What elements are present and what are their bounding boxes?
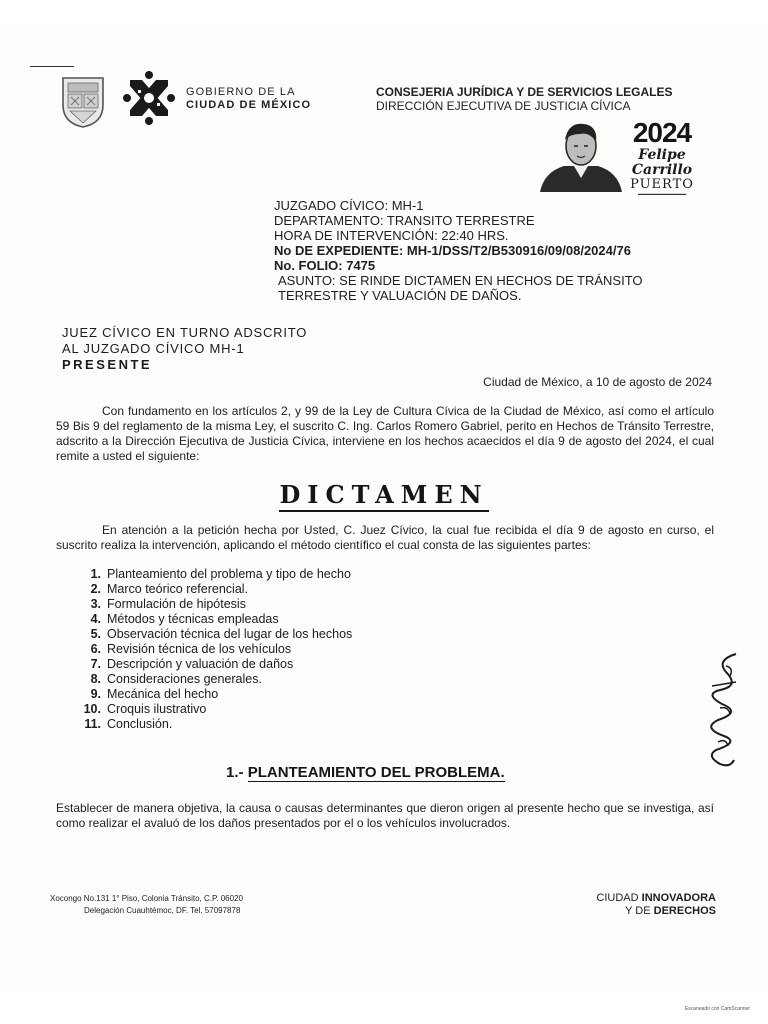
slogan-word-ciudad: CIUDAD xyxy=(596,892,639,904)
dept-line1: CONSEJERIA JURÍDICA Y DE SERVICIOS LEGALES xyxy=(376,85,673,99)
gov-name-line2: CIUDAD DE MÉXICO xyxy=(186,99,312,111)
year-surname: PUERTO xyxy=(630,177,694,192)
footer-address-line1: Xocongo No.131 1° Piso, Colonia Tránsito, C.P. 06020 xyxy=(50,894,243,903)
asunto-line1: ASUNTO: SE RINDE DICTAMEN EN HECHOS DE TRÁNSITO xyxy=(278,273,643,288)
section1-title: PLANTEAMIENTO DEL PROBLEMA. xyxy=(247,764,505,781)
juzgado-line: JUZGADO CÍVICO: MH-1 xyxy=(274,198,424,213)
addressee-line2: AL JUZGADO CÍVICO MH-1 xyxy=(62,341,245,356)
top-margin xyxy=(0,0,768,28)
year-text: 2024 xyxy=(632,117,692,148)
case-info-block xyxy=(274,198,643,303)
list-item: 3. Formulación de hipótesis xyxy=(90,597,246,611)
list-item: 1. Planteamiento del problema y tipo de hecho xyxy=(90,567,351,581)
dept-line2: DIRECCIÓN EJECUTIVA DE JUSTICIA CÍVICA xyxy=(376,99,631,113)
list-item: 5. Observación técnica del lugar de los hechos xyxy=(90,627,353,641)
document-title xyxy=(0,480,768,509)
list-item: 9. Mecánica del hecho xyxy=(90,687,219,701)
gov-name-line1: GOBIERNO DE LA xyxy=(186,86,296,98)
folio-line: No. FOLIO: 7475 xyxy=(274,258,376,273)
list-item: 6. Revisión técnica de los vehículos xyxy=(90,642,292,656)
addressee-line1: JUEZ CÍVICO EN TURNO ADSCRITO xyxy=(62,325,308,340)
hora-line: HORA DE INTERVENCIÓN: 22:40 HRS. xyxy=(274,228,509,243)
year-fineprint-lines: ▬▬▬▬▬▬▬▬▬▬▬▬ xyxy=(638,191,686,196)
list-item: 10. Croquis ilustrativo xyxy=(83,702,207,716)
footer-address xyxy=(50,893,243,917)
addressee-presente: PRESENTE xyxy=(62,357,153,372)
expediente-line: No DE EXPEDIENTE: MH-1/DSS/T2/B530916/09/08/2024/76 xyxy=(274,243,631,258)
intro-paragraph: Con fundamento en los artículos 2, y 99 de la Ley de Cultura Cívica de la Ciudad de México, así como el artículo 59 Bis 9 del reglamento de la misma Ley, el suscrito C. Ing. Carlos Romero Gabriel, perito en Hechos de Tránsito Terrestre, adscrito a la Dirección Ejecutiva de Justicia Cívica, interviene en los hechos acaecidos el día 9 de agosto del 2024, el cual remite a usted el siguiente: xyxy=(56,404,714,463)
date-line: Ciudad de México, a 10 de agosto de 2024 xyxy=(483,375,712,389)
coat-of-arms-icon xyxy=(60,75,106,129)
department-header xyxy=(376,85,673,113)
year-badge xyxy=(612,118,712,196)
government-name xyxy=(186,86,311,112)
list-item: 2. Marco teórico referencial. xyxy=(90,582,249,596)
section1-text: Establecer de manera objetiva, la causa o causas determinantes que dieron origen al presente hecho que se investiga, así como realizar el avaluó de los daños presentados por el o los vehículos involucrados. xyxy=(56,801,714,830)
asunto-line2: TERRESTRE Y VALUACIÓN DE DAÑOS. xyxy=(278,288,522,303)
addressee-block xyxy=(62,325,307,373)
footer-slogan xyxy=(596,892,716,918)
departamento-line: DEPARTAMENTO: TRANSITO TERRESTRE xyxy=(274,213,535,228)
document-title-text: DICTAMEN xyxy=(279,480,488,512)
year-name: Felipe Carrillo xyxy=(631,147,693,178)
slogan-word-derechos: DERECHOS xyxy=(653,905,716,917)
slogan-word-yde: Y DE xyxy=(625,905,651,917)
handwritten-signature xyxy=(696,646,752,770)
scanner-watermark: Escaneado con CamScanner xyxy=(684,1006,750,1012)
parts-list xyxy=(76,567,352,732)
attention-paragraph: En atención a la petición hecha por Usted, C. Juez Cívico, la cual fue recibida el día 9 de agosto en curso, el suscrito realiza la intervención, aplicando el método científico el cual consta de las siguientes partes: xyxy=(56,523,714,552)
section1-number: 1.- xyxy=(226,764,244,781)
list-item: 8. Consideraciones generales. xyxy=(90,672,262,686)
footer-address-line2: Delegación Cuauhtémoc, DF. Tel. 57097878 xyxy=(84,906,241,915)
list-item: 4. Métodos y técnicas empleadas xyxy=(90,612,279,626)
cdmx-logo-icon xyxy=(122,70,176,126)
scan-mark-line xyxy=(30,66,74,67)
list-item: 7. Descripción y valuación de daños xyxy=(90,657,294,671)
list-item: 11. Conclusión. xyxy=(84,717,173,731)
section1-heading xyxy=(226,764,505,781)
slogan-word-innovadora: INNOVADORA xyxy=(641,892,716,904)
